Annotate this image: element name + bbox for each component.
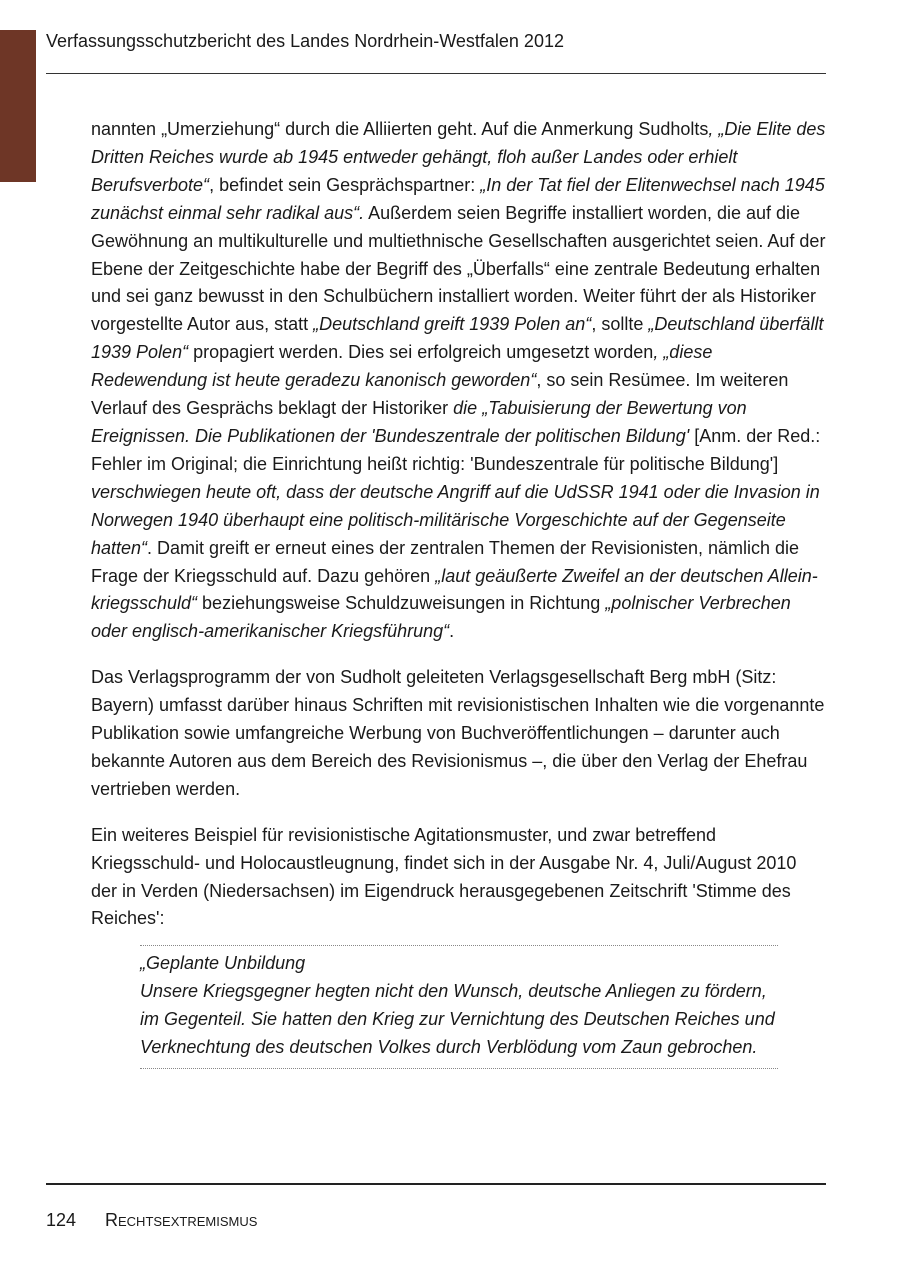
running-header: Verfassungsschutzbericht des Landes Nordrhein-Westfalen 2012: [46, 31, 564, 51]
para1-quote: „In der Tat fiel der Elitenwechsel nach 1945 zunächst einmal sehr radikal aus“.: [91, 174, 825, 223]
para1-text: Außerdem seien Begriffe installiert worden, die auf die Gewöhnung an multikulturelle und multiethnische Gesellschaften ausgerichtet seien. Auf der Ebene der Zeitgeschichte habe der Begriff des „Überfalls“ eine zentrale Bedeutung erhalten und sei ganz bewusst in den Schulbüchern installiert worden. Weiter führt der als Historiker vorgestellte Autor aus, statt: [91, 202, 826, 335]
para1-quote: „Deutschland überfällt 1939 Polen“: [91, 314, 824, 363]
para1-text: , befindet sein Gesprächspartner:: [209, 174, 481, 195]
chapter-tab-marker: [0, 30, 36, 182]
para1-text: , so sein Resümee. Im weiteren Verlauf des Gesprächs beklagt der Historiker: [91, 370, 789, 419]
para1-text: , sollte: [591, 314, 649, 335]
para1-quote: „laut geäußerte Zweifel an der deutschen Alleinkriegsschuld“: [91, 565, 818, 614]
page-number: 124: [46, 1210, 77, 1230]
para1-quote: , „diese Redewendung ist heute geradezu kanonisch geworden“: [91, 342, 713, 391]
para1-quote: „Deutschland greift 1939 Polen an“: [313, 314, 592, 335]
quote-body: Unsere Kriegsgegner hegten nicht den Wunsch, deutsche Anliegen zu fördern, im Gegenteil. Sie hatten den Krieg zur Vernichtung des Deutschen Reiches und Verknechtung des deutschen Volkes durch Verblödung vom Zaun gebrochen.: [140, 981, 775, 1058]
para1-quote: „polnischer Verbrechen oder englisch-amerikanischer Kriegsführung“: [91, 593, 791, 642]
paragraph-2: Das Verlagsprogramm der von Sudholt geleiteten Verlagsgesellschaft Berg mbH (Sitz: Bayern) umfasst darüber hinaus Schriften mit revisionistischen Inhalten wie die vorgenannte Publikation sowie umfangreiche Werbung von Buchveröffentlichungen – darunter auch bekannte Autoren aus dem Bereich des Revisionismus –, die über den Verlag der Ehefrau vertrieben werden.: [91, 667, 825, 799]
body-text: [91, 116, 827, 1069]
para1-text: nannten „Umerziehung“ durch die Alliierten geht. Auf die Anmerkung Sudholts: [91, 119, 709, 139]
para1-text: [Anm. der Red.: Fehler im Original; die Einrichtung heißt richtig: 'Bundeszentrale für politische Bildung']: [91, 425, 821, 474]
header-divider: [46, 73, 826, 74]
para1-quote: verschwiegen heute oft, dass der deutsche Angriff auf die UdSSR 1941 oder die Invasion in Norwegen 1940 überhaupt eine politisch-militärische Vorgeschichte auf der Gegenseite hatten“: [91, 481, 820, 558]
quote-title: „Geplante Unbildung: [140, 953, 306, 974]
para1-text: . Damit greift er erneut eines der zentralen Themen der Revisionisten, nämlich die Frage der Kriegsschuld auf. Dazu gehören: [91, 537, 800, 586]
paragraph-1: [91, 116, 827, 646]
section-label: Rechtsextremismus: [105, 1210, 258, 1230]
para1-quote: , „Die Elite des Dritten Reiches wurde ab 1945 entweder gehängt, floh außer Landes oder erhielt Berufsverbote“: [91, 119, 826, 195]
para1-text: propagiert werden. Dies sei erfolgreich umgesetzt worden: [188, 342, 654, 363]
para1-quote: die „Tabuisierung der Bewertung von Ereignissen. Die Publikationen der 'Bundeszentrale der politischen Bildung': [91, 398, 747, 446]
para1-text: .: [449, 621, 455, 642]
footer-divider: [46, 1183, 826, 1185]
quote-block: [140, 945, 778, 1069]
paragraph-3: Ein weiteres Beispiel für revisionistische Agitationsmuster, und zwar betreffend Kriegsschuld- und Holocaustleugnung, findet sich in der Ausgabe Nr. 4, Juli/August 2010 der in Verden (Niedersachsen) im Eigendruck herausgegebenen Zeitschrift 'Stimme des Reiches':: [91, 824, 797, 929]
para1-text: beziehungsweise Schuldzuweisungen in Richtung: [197, 593, 606, 614]
